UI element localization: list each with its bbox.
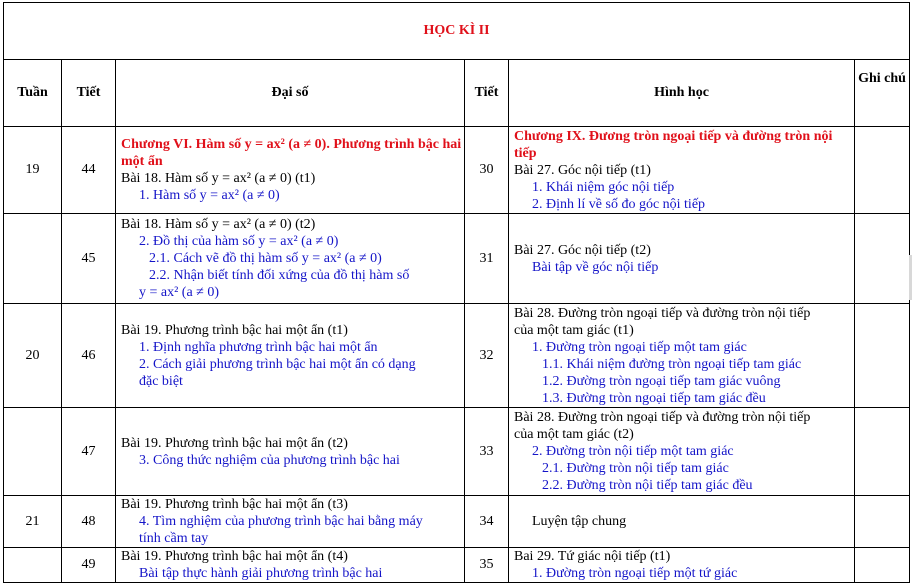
table-row [4,408,910,496]
table-row [4,214,910,304]
lesson-item: Bài tập thực hành giải phương trình bậc hai [139,566,383,581]
lesson-item-continued: đặc biệt [139,373,183,389]
algebra-period-cell: 46 [62,304,116,408]
lesson-subitem: 2.2. Nhận biết tính đối xứng của đồ thị hàm số [149,268,410,283]
lesson-title: Bài 28. Đường tròn ngoại tiếp và đường tròn nội tiếp [514,410,811,425]
lesson-subitem: 2.1. Cách vẽ đồ thị hàm số y = ax² (a ≠ 0) [149,251,382,266]
geometry-period-cell: 31 [465,214,509,304]
lesson-title-continued: của một tam giác (t2) [514,427,634,442]
week-cell [4,408,62,496]
lesson-title: Bài 19. Phương trình bậc hai một ẩn (t4) [121,549,348,564]
lesson-subitem: 1.1. Khái niệm đường tròn ngoại tiếp tam giác [542,356,802,372]
lesson-subitem-continued: y = ax² (a ≠ 0) [139,285,220,300]
lesson-title: Luyện tập chung [532,514,627,529]
algebra-period-cell: 49 [62,548,116,583]
semester-title: HỌC KÌ II [4,3,910,60]
lesson-item: 1. Đường tròn ngoại tiếp một tứ giác [532,566,738,581]
lesson-title: Bài 18. Hàm số y = ax² (a ≠ 0) (t1) [121,171,316,186]
algebra-cell [116,127,465,214]
lesson-item: 2. Định lí về số đo góc nội tiếp [532,196,706,212]
table-row [4,304,910,408]
note-cell [855,127,910,214]
chapter-heading: Chương IX. Đương tròn ngoại tiếp và đường tròn nội tiếp [514,128,833,161]
lesson-subitem: 1.2. Đường tròn ngoại tiếp tam giác vuông [542,373,781,389]
geometry-cell [509,127,855,214]
algebra-cell [116,548,465,583]
table-row [4,127,910,214]
lesson-item: 1. Đường tròn ngoại tiếp một tam giác [532,339,747,355]
lesson-item: 2. Đường tròn nội tiếp một tam giác [532,444,734,459]
lesson-item: 2. Đồ thị của hàm số y = ax² (a ≠ 0) [139,234,339,249]
week-cell [4,548,62,583]
header-period-algebra: Tiết [62,60,116,127]
note-cell [855,408,910,496]
week-cell [4,214,62,304]
lesson-title: Bài 28. Đường tròn ngoại tiếp và đường tròn nội tiếp [514,305,811,321]
geometry-cell [509,408,855,496]
geometry-period-cell: 34 [465,496,509,548]
algebra-cell [116,214,465,304]
lesson-title: Bài 27. Góc nội tiếp (t1) [514,162,651,178]
lesson-title: Bài 18. Hàm số y = ax² (a ≠ 0) (t2) [121,217,316,232]
algebra-period-cell: 44 [62,127,116,214]
geometry-period-cell: 33 [465,408,509,496]
lesson-title: Bài 27. Góc nội tiếp (t2) [514,242,651,258]
lesson-title: Bài 19. Phương trình bậc hai một ẩn (t3) [121,497,348,512]
lesson-title: Bài 19. Phương trình bậc hai một ẩn (t1) [121,322,348,338]
lesson-item: Bài tập về góc nội tiếp [532,259,659,275]
geometry-cell [509,496,855,548]
algebra-cell [116,304,465,408]
note-cell [855,214,910,304]
geometry-period-cell: 35 [465,548,509,583]
algebra-period-cell: 47 [62,408,116,496]
table-row [4,496,910,548]
lesson-item-continued: tính cầm tay [139,531,209,546]
note-cell [855,548,910,583]
lesson-item: 2. Cách giải phương trình bậc hai một ẩn có dạng [139,356,416,372]
table-row [4,548,910,583]
algebra-cell [116,496,465,548]
geometry-cell [509,304,855,408]
algebra-period-cell: 48 [62,496,116,548]
header-week: Tuần [4,60,62,127]
header-geometry: Hình học [509,60,855,127]
lesson-title-continued: của một tam giác (t1) [514,322,634,338]
algebra-period-cell: 45 [62,214,116,304]
geometry-period-cell: 30 [465,127,509,214]
lesson-subitem: 1.3. Đường tròn ngoại tiếp tam giác đều [542,390,766,406]
algebra-cell [116,408,465,496]
lesson-title: Bài 19. Phương trình bậc hai một ẩn (t2) [121,435,348,451]
geometry-cell [509,548,855,583]
lesson-subitem: 2.2. Đường tròn nội tiếp tam giác đều [542,478,753,493]
header-row [4,60,910,127]
lesson-item: 1. Định nghĩa phương trình bậc hai một ẩn [139,339,378,355]
week-cell: 20 [4,304,62,408]
header-period-geometry: Tiết [465,60,509,127]
week-cell: 21 [4,496,62,548]
geometry-period-cell: 32 [465,304,509,408]
lesson-item: 4. Tìm nghiệm của phương trình bậc hai bằng máy [139,514,423,529]
header-note: Ghi chú [855,60,910,127]
note-cell [855,496,910,548]
lesson-plan-table [3,2,910,583]
lesson-title: Bai 29. Tứ giác nội tiếp (t1) [514,549,671,564]
lesson-item: 1. Hàm số y = ax² (a ≠ 0) [139,188,280,203]
geometry-cell [509,214,855,304]
header-algebra: Đại số [116,60,465,127]
week-cell: 19 [4,127,62,214]
note-cell [855,304,910,408]
lesson-subitem: 2.1. Đường tròn nội tiếp tam giác [542,461,729,476]
lesson-item: 1. Khái niệm góc nội tiếp [532,179,675,195]
lesson-item: 3. Công thức nghiệm của phương trình bậc hai [139,452,400,468]
chapter-heading: Chương VI. Hàm số y = ax² (a ≠ 0). Phương trình bậc hai một ẩn [121,137,462,169]
